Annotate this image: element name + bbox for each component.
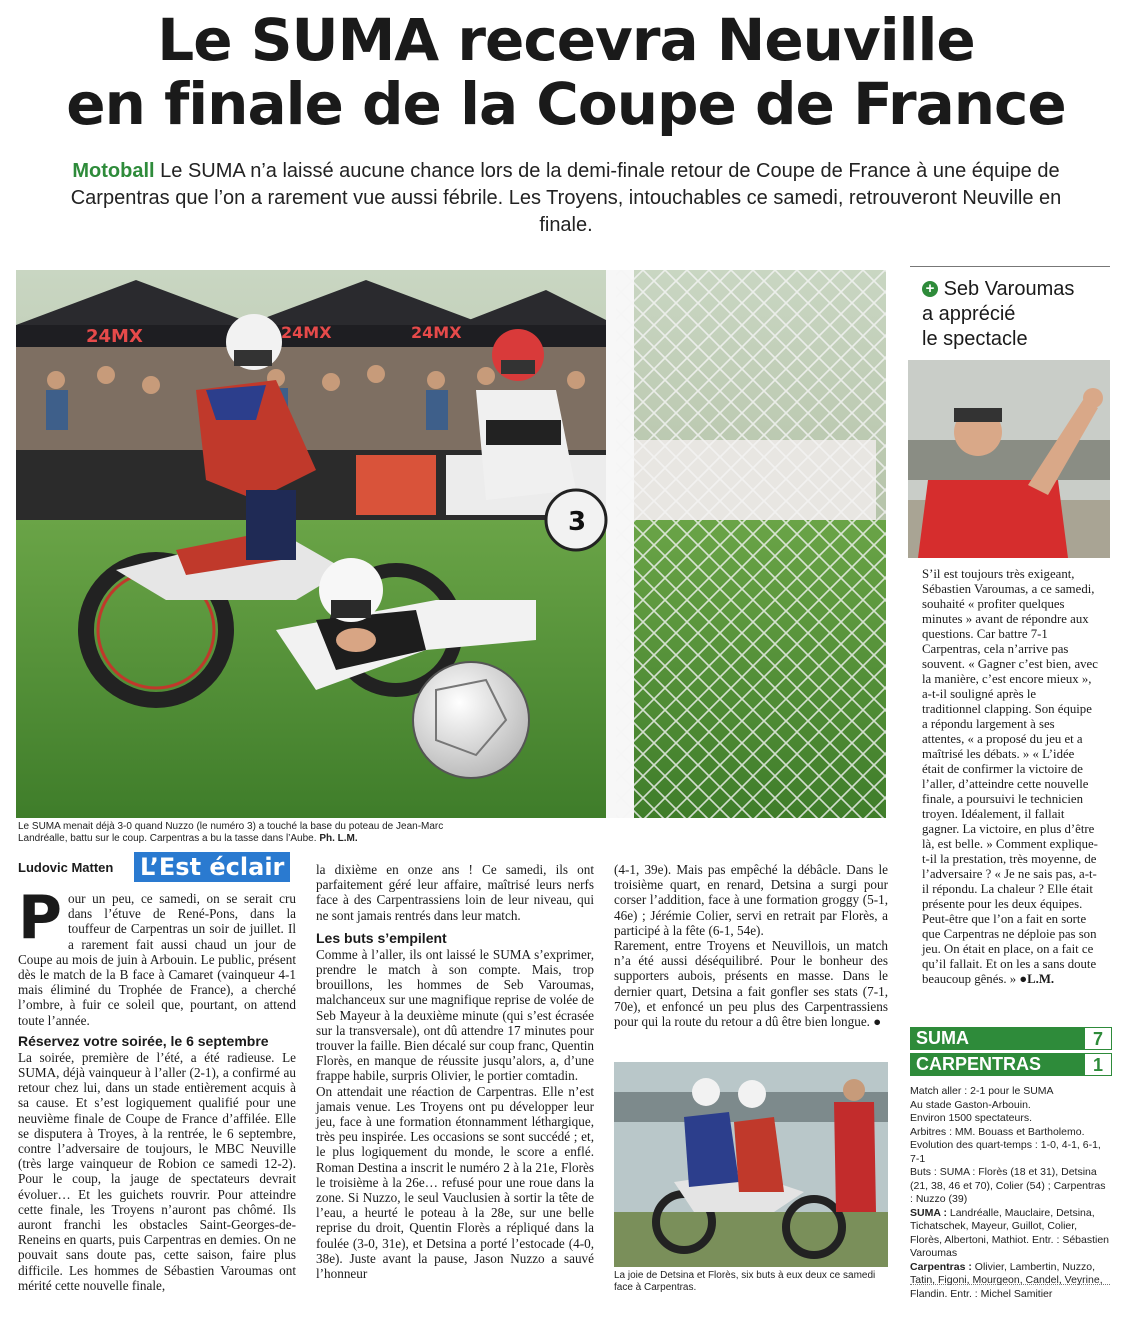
stats-bottom-rule (910, 1284, 1110, 1285)
byline-author: Ludovic Matten (18, 860, 114, 875)
coach-photo-illustration (908, 360, 1110, 558)
match-stats (910, 1085, 1110, 1301)
stats-line: Evolution des quart-temps : 1-0, 4-1, 6-1, 7-1 (910, 1139, 1101, 1165)
col2-paragraph-1: la dixième en onze ans ! Ce samedi, ils ont parfaitement géré leur affaire, maîtrisé leurs nerfs face à des Carpentrassiens loin de leur niveau, qui ne sont jamais rentrés dans leur match. (316, 862, 594, 923)
score-row-home (910, 1027, 1112, 1050)
headline-line-2: en finale de la Coupe de France (66, 70, 1066, 138)
col2-paragraph-3: On attendait une réaction de Carpentras. Elle n’est jamais venue. Les Troyens ont pu développer leur jeu, face à une formation étonnamment léthargique, très peu inspirée. Les occasions se sont succédé ; et, le plus logiquement du monde, le score a enflé. Roman Destina a inscrit le numéro 2 à la 21e, Florès le troisième à la 26e… refusé pour une roue dans la zone. Si Nuzzo, le seul Vauclusien à sortir la tête de l’eau, a heurté le poteau à la 28e, sur une belle reprise du droit, Quentin Florès a répliqué dans la foulée (3-0, 31e), et Detsina a porté l’estocade (4-0, 38e). Juste avant la pause, Jason Nuzzo a sauvé l’honneur (316, 1083, 594, 1282)
headline-line-1: Le SUMA recevra Neuville (157, 6, 975, 74)
coach-photo (908, 360, 1110, 558)
col2-subhead: Les buts s’empilent (316, 929, 447, 946)
col1-paragraph-1: our un peu, ce samedi, on se serait cru dans l’étuve de René-Pons, dans la touffeur de Carpentras un soir de juillet. Il a rarement fait aussi chaud un jour de Coupe au mois de juin à Arbouin. Le public, présent dès le match de la B face à Camaret (vainqueur 4-1 mais éliminé du Trophée de France), a cherché l’ombre, à fuir ce soleil que, pourtant, on attend toute l’année. (18, 891, 296, 1028)
sidebar-signature: ●L.M. (1019, 972, 1055, 986)
suma-lineup-players: Landréalle, Mauclaire, Detsina, Tichatschek, Mayeur, Guillot, Colier, Florès, Albertoni, Mathiot. Entr. : Sébastien Varoumas (910, 1206, 1110, 1259)
sidebar-title-line-2: a apprécié (922, 303, 1016, 325)
article-column-1 (18, 883, 296, 1293)
away-team: CARPENTRAS (916, 1054, 1042, 1074)
stats-line: Au stade Gaston-Arbouin. (910, 1098, 1031, 1111)
carpentras-lineup-label: Carpentras : (910, 1260, 972, 1273)
bike-number: 3 (568, 507, 587, 537)
plus-icon: + (922, 281, 938, 297)
carpentras-lineup-players: Olivier, Lambertin, Nuzzo, Tatin, Figoni, Mourgeon, Candel, Veyrine, Flandin. Entr. : Michel Samitier (910, 1260, 1103, 1300)
sidebar-rule (910, 266, 1110, 267)
banner-text-3: 24MX (411, 323, 462, 342)
carpentras-lineup (910, 1261, 1110, 1302)
chapo-text: Le SUMA n’a laissé aucune chance lors de la demi-finale retour de Coupe de France à une équipe de Carpentras que l’on a rarement vue aussi fébrile. Les Troyens, intouchables ce samedi, retrouveront Neuville en finale. (70, 160, 1062, 236)
kicker: Motoball (72, 160, 155, 182)
article-column-3 (614, 862, 888, 1029)
col1-paragraph-2: La soirée, première de l’été, a été radieuse. Le SUMA, déjà vainqueur à l’aller (2-1), a confirmé au retour chez lui, dans un stade entièrement acquis à sa cause. Et s’est logiquement qualifié pour une neuvième finale de Coupe de France d’affilée. Elle se disputera à Troyes, à la rentrée, le 6 septembre, contre l’adversaire de toujours, le MBC Neuville (très large vainqueur de Robion ce samedi 12-2). Pour le coup, la jauge de spectateurs devrait évoluer… Et les guichets rouvrir. Pour atteindre cette finale, les Troyens n’auront pas chômé. Ils auront franchi les obstacles Saint-Georges-de-Reneins en quarts, puis Carpentras en demies. On ne pouvait sans doute pas, cette saison, faire plus difficile. Les hommes de Sébastien Varoumas ont mérité cette nouvelle finale, (18, 1049, 296, 1293)
col1-subhead: Réservez votre soirée, le 6 septembre (18, 1032, 269, 1049)
main-photo (16, 270, 886, 818)
headline (0, 8, 1132, 136)
sidebar-text (922, 567, 1098, 987)
second-photo-illustration (614, 1062, 888, 1267)
col3-paragraph-1: (4-1, 39e). Mais pas empêché la débâcle. Dans le troisième quart, en renard, Detsina a surgi pour corser l’addition, face à une formation groggy (5-1, 46e) ; Jérémie Colier, servi en retrait par Florès, a participé à la fête (6-1, 54e). (614, 862, 888, 938)
suma-lineup (910, 1207, 1110, 1261)
sidebar-text-body: S’il est toujours très exigeant, Sébastien Varoumas, a ce samedi, souhaité « profiter quelques minutes » avant de répondre aux questions. Car battre 7-1 Carpentras, cela n’arrive pas souvent. « Gagner c’est bien, avec la manière, c’est encore mieux », a-t-il souligné après le traditionnel clapping. Son équipe a répondu largement à ses attentes, « a proposé du jeu et a maîtrisé les débats. » « L’idée était de confirmer la victoire de l’aller, d’atteindre cette nouvelle finale, a poursuivi le technicien troyen. Idéalement, il fallait gagner. La victoire, en plus d’être là, est belle. » Comment explique-t-il la prestation, très moyenne, de l’adversaire ? « Je ne sais pas, a-t-il répondu. La chaleur ? Elle était présente pour les deux équipes. Peut-être que l’on a fait en sorte que Carpentras ne déploie pas son jeu. On était en place, on a fait ce qu’il fallait. Et on les a sans doute beaucoup gênés. » (922, 567, 1098, 986)
article-column-2 (316, 862, 594, 1281)
stats-line: Arbitres : MM. Bouass et Bartholemo. (910, 1125, 1085, 1138)
newspaper-logo: L’Est éclair (134, 852, 290, 882)
dropcap: P (18, 883, 62, 953)
stats-line: Environ 1500 spectateurs. (910, 1112, 1032, 1124)
home-team: SUMA (916, 1028, 969, 1048)
second-photo (614, 1062, 888, 1267)
chapo (60, 158, 1072, 239)
suma-lineup-label: SUMA : (910, 1206, 947, 1219)
main-photo-caption-text: Le SUMA menait déjà 3-0 quand Nuzzo (le numéro 3) a touché la base du poteau de Jean-Marc Landréalle, battu sur le coup. Carpentras a bu la tasse dans l’Aube. (18, 821, 444, 844)
banner-text-1: 24MX (86, 326, 143, 347)
away-score: 1 (1084, 1053, 1112, 1076)
banner-text-2: 24MX (281, 323, 332, 342)
col3-paragraph-2: Rarement, entre Troyens et Neuvillois, un match n’a été aussi déséquilibré. Pour le bonheur des supporters aubois, présents en masse. Dans le dernier quart, Detsina a fait gonfler ses stats (7-1, 70e), et enfoncé un peu plus des Carpentrassiens pour qui la route du retour a dû être bien longue. ● (614, 938, 888, 1030)
sidebar-title (922, 277, 1112, 352)
home-score: 7 (1084, 1027, 1112, 1050)
sidebar-title-line-3: le spectacle (922, 328, 1028, 350)
col2-paragraph-2: Comme à l’aller, ils ont laissé le SUMA s’exprimer, prendre le match à son compte. Mais, trop brouillons, les hommes de Seb Varoumas, malchanceux sur une magnifique reprise de volée de Seb Mayeur à la deuxième minute (qui s’est écrasée sur la transversale), ont dû attendre 17 minutes pour trouver la faille. Bien décalé sur coup franc, Quentin Florès, en manque de réussite jusqu’alors, a, d’une frappe habile, surpris Olivier, le portier comtadin. (316, 946, 594, 1084)
sidebar-title-line-1: Seb Varoumas (943, 278, 1075, 300)
stats-line: Match aller : 2-1 pour le SUMA (910, 1085, 1054, 1097)
stats-line: Buts : SUMA : Florès (18 et 31), Detsina (21, 38, 46 et 70), Colier (54) ; Carpentras : Nuzzo (39) (910, 1166, 1106, 1205)
main-photo-illustration (16, 270, 886, 818)
second-photo-caption: La joie de Detsina et Florès, six buts à eux deux ce samedi face à Carpentras. (614, 1270, 876, 1293)
score-row-away (910, 1053, 1112, 1076)
main-photo-caption (18, 821, 458, 845)
main-photo-credit: Ph. L.M. (319, 833, 358, 844)
